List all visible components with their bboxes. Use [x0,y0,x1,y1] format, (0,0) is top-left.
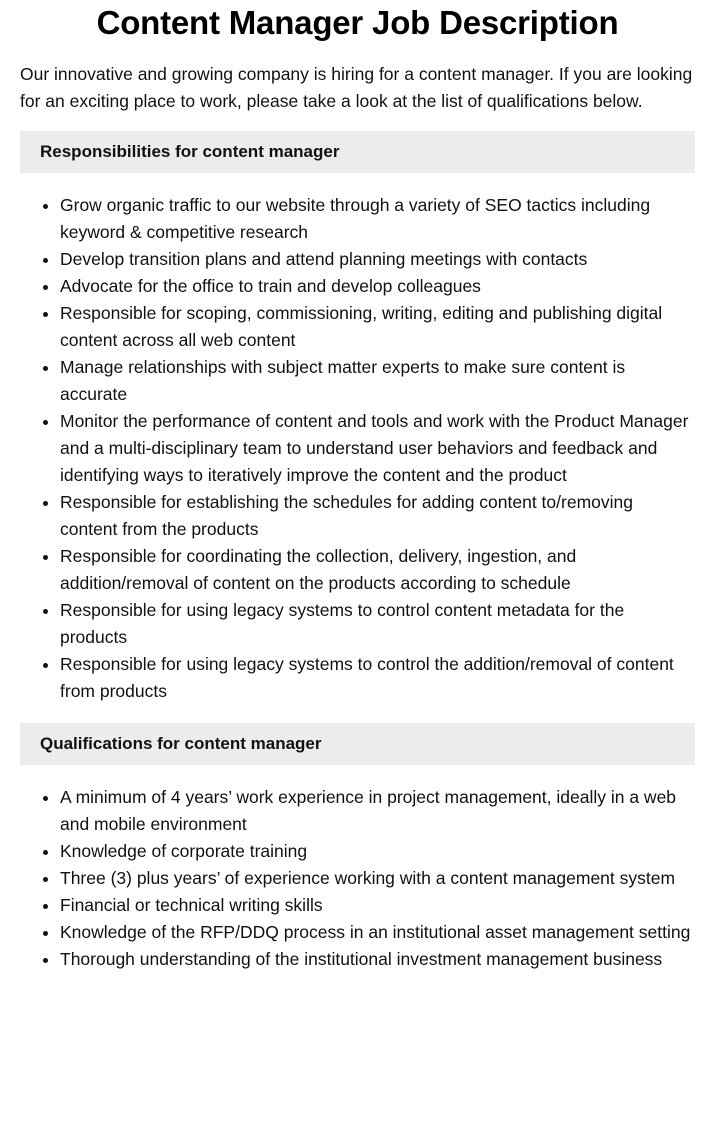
list-item: • Thorough understanding of the institutional investment management business [60,946,695,973]
responsibilities-heading: Responsibilities for content manager [20,131,695,173]
qualifications-list [20,784,695,973]
list-item: • A minimum of 4 years’ work experience in project management, ideally in a web and mobile environment [60,784,695,838]
list-item: • Knowledge of corporate training [60,838,695,865]
list-item: • Monitor the performance of content and tools and work with the Product Manager and a multi-disciplinary team to understand user behaviors and feedback and identifying ways to iteratively improve the content and the product [60,408,695,489]
list-item: • Three (3) plus years’ of experience working with a content management system [60,865,695,892]
list-item: • Develop transition plans and attend planning meetings with contacts [60,246,695,273]
list-item: • Grow organic traffic to our website through a variety of SEO tactics including keyword & competitive research [60,192,695,246]
list-item: • Responsible for coordinating the collection, delivery, ingestion, and addition/removal of content on the products according to schedule [60,543,695,597]
list-item: • Manage relationships with subject matter experts to make sure content is accurate [60,354,695,408]
list-item: • Knowledge of the RFP/DDQ process in an institutional asset management setting [60,919,695,946]
intro-paragraph: Our innovative and growing company is hiring for a content manager. If you are looking for an exciting place to work, please take a look at the list of qualifications below. [20,64,693,111]
page-title: Content Manager Job Description [96,4,619,41]
list-item: • Responsible for establishing the schedules for adding content to/removing content from the products [60,489,695,543]
list-item: • Responsible for using legacy systems to control the addition/removal of content from products [60,651,695,705]
list-item: • Advocate for the office to train and develop colleagues [60,273,695,300]
list-item: • Responsible for using legacy systems to control content metadata for the products [60,597,695,651]
responsibilities-list [20,192,695,705]
list-item: • Responsible for scoping, commissioning, writing, editing and publishing digital content across all web content [60,300,695,354]
list-item: • Financial or technical writing skills [60,892,695,919]
qualifications-heading: Qualifications for content manager [20,723,695,765]
